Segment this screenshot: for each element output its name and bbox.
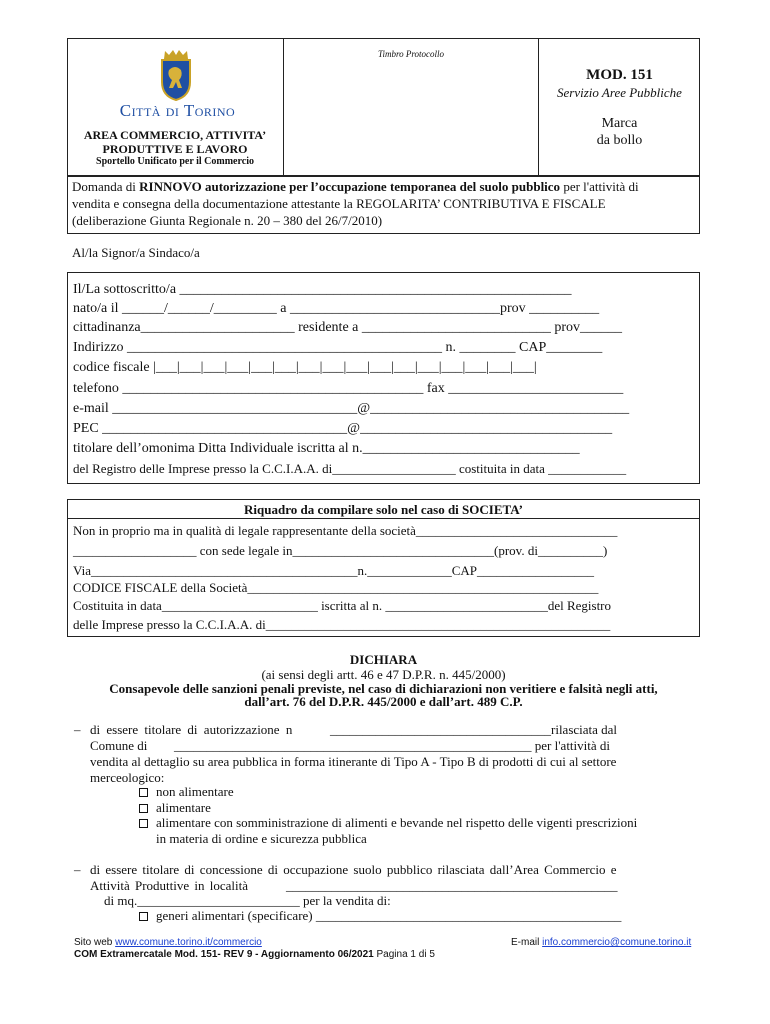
pec-field[interactable]: PEC ___________________________________@____________________________________ (73, 421, 613, 436)
option-alimentare[interactable] (139, 800, 211, 816)
title-line-3: (deliberazione Giunta Regionale n. 20 – 380 del 26/7/2010) (72, 213, 383, 228)
torino-coat-of-arms-icon (155, 48, 197, 102)
option-somministrazione[interactable] (139, 815, 637, 831)
company-tax-code-field[interactable]: CODICE FISCALE della Società______________________________________________________ (73, 580, 599, 595)
item2-dash: – (74, 862, 81, 877)
footer-site-link[interactable]: www.comune.torino.it/commercio (115, 937, 262, 948)
checkbox-non-alimentare[interactable] (139, 788, 148, 797)
checkbox-somministrazione[interactable] (139, 819, 148, 828)
item2-line-2a: Attività Produttive in località (90, 878, 249, 893)
mod-number: MOD. 151 (586, 67, 653, 83)
item2-sqm-field[interactable]: di mq._________________________ per la vendita di: (104, 893, 391, 908)
option-generi-alimentari[interactable] (139, 908, 621, 924)
item1-authorization-field[interactable]: __________________________________rilasciata dal (330, 722, 618, 737)
option-non-alimentare-label: non alimentare (156, 784, 234, 799)
option-generi-alimentari-label: generi alimentari (specificare) _______________________________________________ (156, 908, 622, 923)
footer-site (74, 937, 262, 948)
declaration-bold-2: dall’art. 76 del D.P.R. 445/2000 e dall’art. 489 C.P. (244, 694, 523, 709)
title-line-1 (72, 179, 639, 195)
tax-code-field[interactable]: codice fiscale |___|___|___|___|___|___|___|___|___|___|___|___|___|___|___|___| (73, 360, 537, 375)
item1-line-4: merceologico: (90, 770, 165, 785)
title-pre: Domanda di (72, 179, 140, 194)
email-field[interactable]: e-mail ___________________________________@_____________________________________ (73, 401, 630, 416)
addressee: Al/la Signor/a Sindaco/a (72, 245, 200, 260)
title-post: per l'attività di (560, 179, 639, 194)
marca-line-2: da bollo (596, 133, 643, 148)
dept-line-3: Sportello Unificato per il Commercio (96, 156, 254, 167)
company-heading-rule (67, 518, 700, 519)
company-founded-field[interactable]: Costituita in data________________________ iscritta al n. _________________________del Registro (73, 598, 612, 613)
footer-page: Pagina 1 di 5 (373, 949, 435, 960)
item2-locality-field[interactable]: ___________________________________________________ (286, 878, 618, 893)
item1-line-1a: di essere titolare di autorizzazione n (90, 722, 293, 737)
address-field[interactable]: Indirizzo _____________________________________________ n. ________ CAP________ (73, 340, 603, 355)
company-seat-field[interactable]: ___________________ con sede legale in_______________________________(prov. di__________) (73, 543, 608, 558)
option-alimentare-label: alimentare (156, 800, 211, 815)
dept-line-1: AREA COMMERCIO, ATTIVITA’ (83, 128, 267, 142)
company-name-field[interactable]: Non in proprio ma in qualità di legale rappresentante della società_______________________________ (73, 523, 618, 538)
service-name: Servizio Aree Pubbliche (557, 85, 682, 100)
dept-line-2: PRODUTTIVE E LAVORO (102, 142, 248, 156)
declaration-title: DICHIARA (349, 652, 418, 667)
applicant-name-field[interactable]: Il/La sottoscritto/a ________________________________________________________ (73, 282, 572, 297)
company-registry-field[interactable]: delle Imprese presso la C.C.I.A.A. di_____________________________________________________ (73, 617, 611, 632)
item1-dash: – (74, 722, 81, 737)
option-non-alimentare[interactable] (139, 784, 234, 800)
business-registration-field[interactable]: titolare dell’omonima Ditta Individuale iscritta al n._______________________________ (73, 441, 580, 456)
item2-line-1: di essere titolare di concessione di occupazione suolo pubblico rilasciata dall’Area Commercio e (90, 862, 617, 877)
footer-email-link[interactable]: info.commercio@comune.torino.it (542, 937, 692, 948)
birth-field[interactable]: nato/a il ______/______/_________ a ______________________________prov __________ (73, 301, 600, 316)
footer-code (74, 949, 435, 960)
phone-fax-field[interactable]: telefono ___________________________________________ fax _________________________ (73, 381, 624, 396)
option-somministrazione-cont: in materia di ordine e sicurezza pubblica (156, 831, 367, 846)
title-line-2: vendita e consegna della documentazione attestante la REGOLARITA’ CONTRIBUTIVA E FISCALE (72, 196, 606, 211)
option-somministrazione-label: alimentare con somministrazione di alimenti e bevande nel rispetto delle vigenti prescrizioni (156, 815, 638, 830)
title-bold: RINNOVO autorizzazione per l’occupazione temporanea del suolo pubblico (139, 179, 561, 194)
registry-field[interactable]: del Registro delle Imprese presso la C.C.I.A.A. di___________________ costituita in data ____________ (73, 461, 627, 476)
stamp-label: Timbro Protocollo (377, 49, 445, 59)
declaration-bold-1: Consapevole delle sanzioni penali previste, nel caso di dichiarazioni non veritiere e falsità negli atti, (109, 681, 658, 696)
footer-site-label: Sito web (74, 937, 116, 948)
marca-line-1: Marca (601, 116, 638, 131)
citizenship-field[interactable]: cittadinanza______________________ residente a ___________________________ prov______ (73, 320, 623, 335)
company-heading: Riquadro da compilare solo nel caso di SOCIETA’ (244, 502, 523, 517)
item1-line-2a: Comune di (90, 738, 148, 753)
footer-code-text: COM Extramercatale Mod. 151- REV 9 - Aggiornamento 06/2021 (74, 949, 374, 960)
item1-line-3: vendita al dettaglio su area pubblica in forma itinerante di Tipo A - Tipo B di prodotti di cui al settore (90, 754, 617, 769)
checkbox-alimentare[interactable] (139, 804, 148, 813)
footer-email-label: E-mail (511, 937, 543, 948)
declaration-sub: (ai sensi degli artt. 46 e 47 D.P.R. n. 445/2000) (261, 667, 506, 682)
checkbox-generi-alimentari[interactable] (139, 912, 148, 921)
company-street-field[interactable]: Via_________________________________________n._____________CAP__________________ (73, 563, 595, 578)
city-name: Città di Torino (119, 101, 236, 120)
footer-email (511, 937, 691, 948)
header-divider-2 (538, 38, 539, 176)
item1-comune-field[interactable]: _______________________________________________________ per l'attività di (174, 738, 611, 753)
